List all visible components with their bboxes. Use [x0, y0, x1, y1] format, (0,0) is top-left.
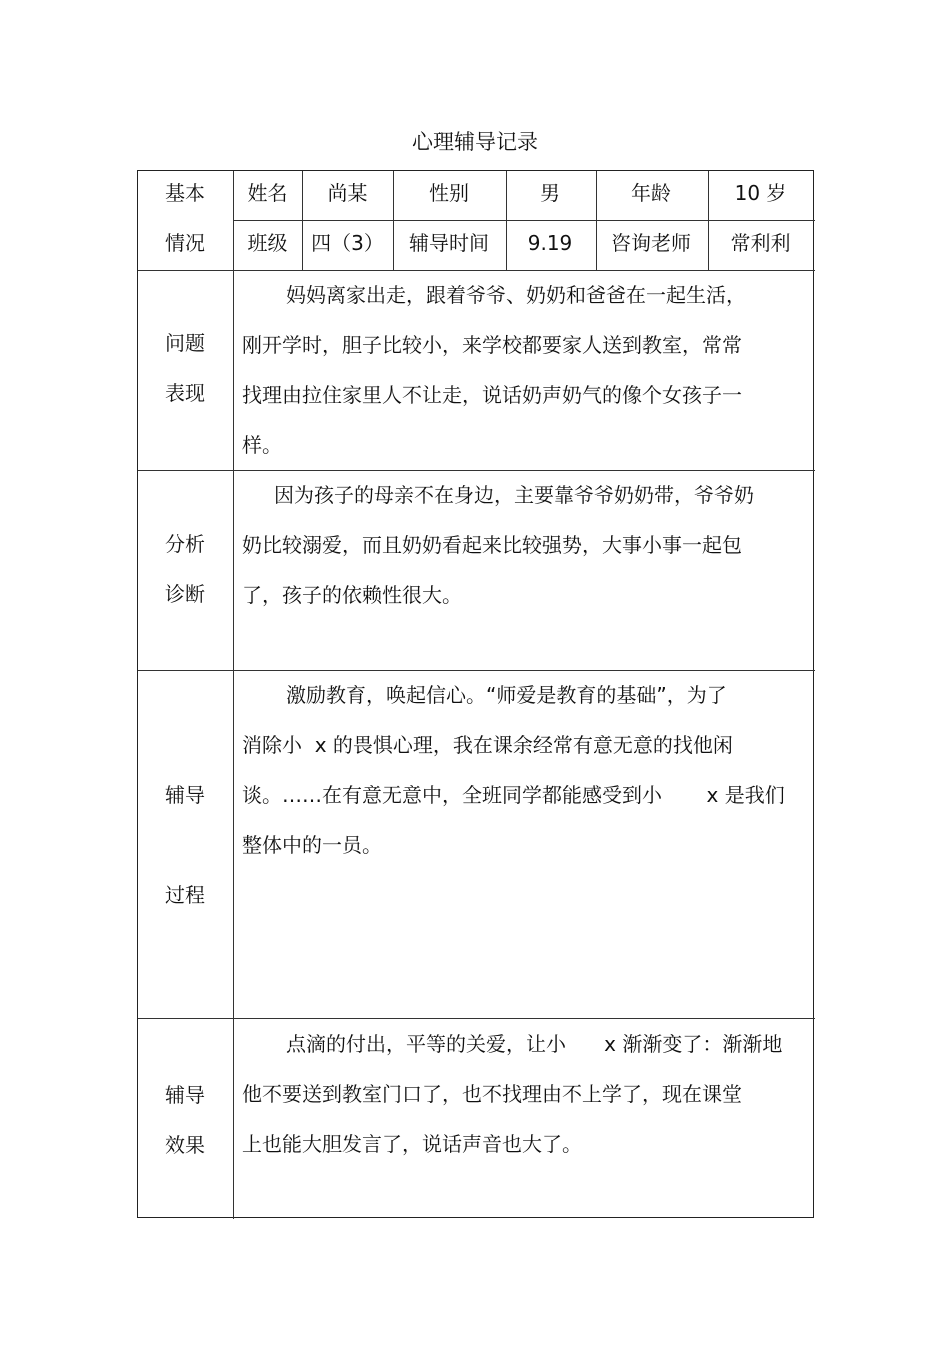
effect-header-line2: 效果 [165, 1133, 205, 1157]
column-divider [233, 171, 234, 1219]
text-line: 刚开学时，胆子比较小，来学校都要家人送到教室，常常 [242, 333, 742, 357]
age-value: 10 岁 [734, 181, 787, 205]
class-value: 四（3） [311, 231, 384, 255]
text-line: 整体中的一员。 [242, 833, 382, 857]
time-label: 辅导时间 [409, 231, 489, 255]
process-text [242, 670, 785, 870]
text-line: 因为孩子的母亲不在身边，主要靠爷爷奶奶带，爷爷奶 [274, 483, 754, 507]
teacher-label: 咨询老师 [611, 231, 691, 255]
text-line: 妈妈离家出走，跟着爷爷、奶奶和爸爸在一起生活， [286, 283, 746, 307]
problem-text [242, 270, 746, 470]
effect-header-line1: 辅导 [165, 1083, 205, 1107]
text-line: 谈。……在有意无意中，全班同学都能感受到小 x 是我们 [242, 783, 785, 807]
age-label: 年龄 [631, 181, 671, 205]
name-value: 尚某 [327, 181, 368, 205]
process-header-line2: 过程 [165, 883, 205, 907]
analysis-text [242, 470, 754, 620]
row-divider-basic [233, 220, 815, 221]
text-line: 样。 [242, 433, 282, 457]
analysis-header-line2: 诊断 [165, 582, 205, 606]
analysis-header-line1: 分析 [165, 532, 205, 556]
basic-header-line1: 基本 [165, 181, 205, 205]
text-line: 了，孩子的依赖性很大。 [242, 583, 462, 607]
page-title: 心理辅导记录 [412, 130, 538, 154]
problem-header-line2: 表现 [165, 381, 205, 405]
class-label: 班级 [247, 231, 288, 255]
text-line: 奶比较溺爱，而且奶奶看起来比较强势，大事小事一起包 [242, 533, 742, 557]
effect-text [242, 1019, 782, 1169]
text-line: 激励教育，唤起信心。“师爱是教育的基础”，为了 [286, 683, 727, 707]
text-line: 上也能大胆发言了，说话声音也大了。 [242, 1132, 582, 1156]
text-line: 找理由拉住家里人不让走，说话奶声奶气的像个女孩子一 [242, 383, 742, 407]
gender-label: 性别 [429, 181, 469, 205]
basic-header-line2: 情况 [165, 231, 205, 255]
gender-value: 男 [540, 181, 560, 205]
time-value: 9.19 [527, 231, 573, 255]
text-line: 他不要送到教室门口了，也不找理由不上学了，现在课堂 [242, 1082, 742, 1106]
text-line: 点滴的付出，平等的关爱，让小 x 渐渐变了：渐渐地 [286, 1032, 783, 1056]
name-label: 姓名 [247, 181, 288, 205]
process-header-line1: 辅导 [165, 783, 205, 807]
problem-header-line1: 问题 [165, 331, 205, 355]
teacher-value: 常利利 [730, 231, 791, 255]
text-line: 消除小 x 的畏惧心理，我在课余经常有意无意的找他闲 [242, 733, 733, 757]
